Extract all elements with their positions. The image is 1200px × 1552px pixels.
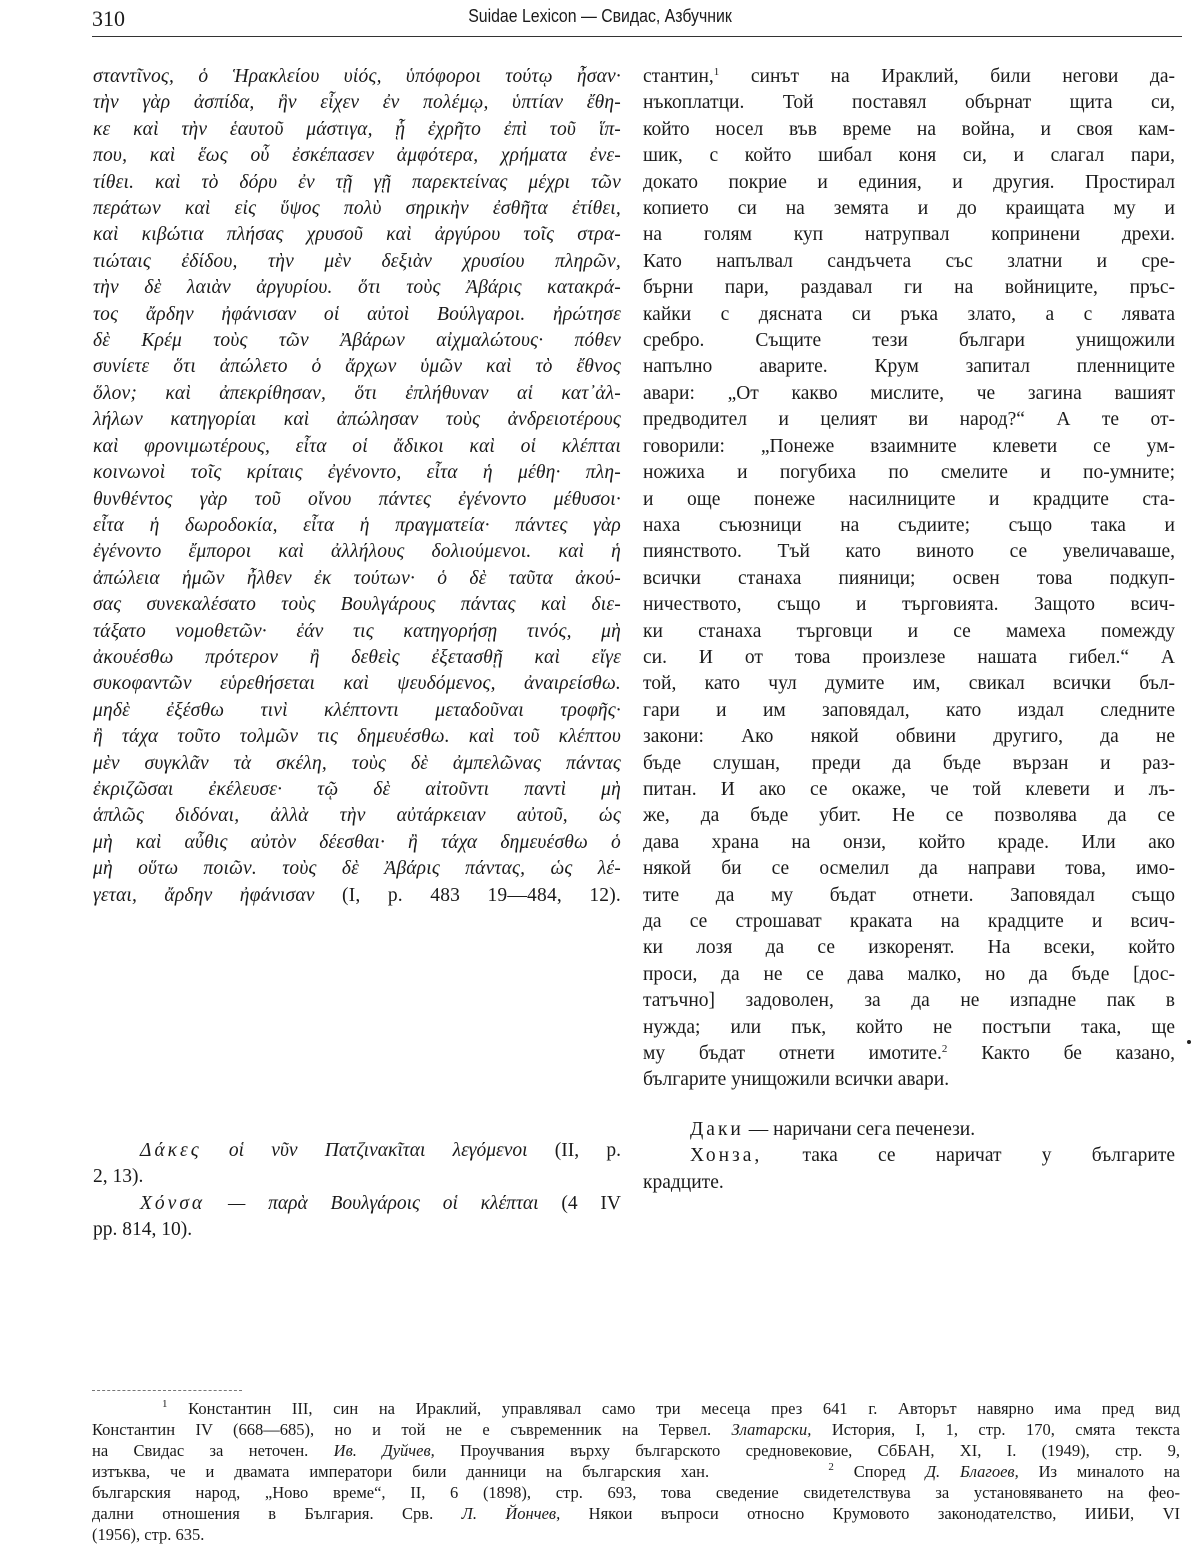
bg-text: така се наричат у българите [762,1145,1175,1167]
bg-line: ки лозя да се изкоренят. На всеки, който [643,937,1175,959]
bg-line [643,1041,1175,1067]
entry-honza-bg [643,1143,1175,1169]
footnote-text: Проучвания върху българското средновековие, СбБАН, XI, I. (1949), стр. 9, [434,1441,1180,1460]
header-rule [92,36,1182,37]
cited-author: Златарски, [731,1420,812,1439]
greek-text-column [93,64,621,909]
footnote-text: Из миналото на [1018,1462,1181,1481]
bg-line: всички станаха пияници; освен това подкуп- [643,567,1175,589]
footnote-separator [92,1390,242,1391]
footnote-ref-2[interactable]: 2 [941,1043,948,1056]
bg-text: му бъдат отнети имотите. [643,1043,942,1065]
footnote-ref-1[interactable]: 1 [713,66,720,78]
greek-line: ἀκουέσθω πρότερον ἢ δεθεὶς ἐξετασθῇ καὶ εἴγε [93,646,621,668]
stray-print-mark [1187,1040,1191,1044]
bg-line: който носел във време на война, и своя кам- [643,118,1175,140]
greek-line: συνίετε ὅτι ἀπώλετο ὁ ἄρχων ὑμῶν καὶ τὸ ἔθνος [93,356,621,378]
page-number: 310 [92,6,125,31]
greek-line: καὶ φρονιμωτέρους, εἶτα οἱ ἄδικοι καὶ οἱ κλέπται [93,435,621,457]
bg-line: някой би се осмелил да направи това, имо- [643,858,1175,880]
bg-line: да се строшават краката на крадците и всич- [643,911,1175,932]
bg-line: Като напълвал сандъчета със златни и сре- [643,250,1175,272]
source-reference: (I, p. 483 19—484, 12). [314,884,622,906]
greek-text: οἱ νῦν Πατζινακῖται λεγόμενοι [201,1140,528,1161]
greek-line: μὲν συγκλᾶν τὰ σκέλη, τοὺς δὲ ἀμπελῶνας πάντας [93,752,621,774]
footnote-1-line [92,1419,1180,1440]
greek-line: τὴν γὰρ ἀσπίδα, ἣν εἶχεν ἐν πολέμῳ, ὑπτίαν ἔθη- [93,92,621,114]
bg-line: сребро. Същите тези българи унищожили [643,330,1175,352]
greek-line: περάτων καὶ εἰς ὕψος πολὺ σηρικὴν ἐσθῆτα ἐτίθει, [93,198,621,220]
bg-text: Както бе казано, [947,1043,1175,1065]
greek-line: λήλων κατηγορίαι καὶ ἀπώλησαν τοὺς ἀνδρειοτέρους [93,409,621,431]
greek-line: καὶ κιβώτια πλήσας χρυσοῦ καὶ ἀργύρου τοῖς στρα- [93,224,621,246]
bg-line: татъчно] задоволен, за да не изпадне пак в [643,990,1175,1012]
greek-line-last [93,883,621,909]
greek-line: σας συνεκαλέσατο τοὺς Βουλγάρους πάντας καὶ διε- [93,594,621,616]
bg-line: нъкоплатци. Той поставял обърнат щита си, [643,92,1175,114]
footnote-text: изтъква, че и двамата императори били данници на българския хан. [92,1462,710,1481]
greek-text: γεται, ἄρδην ἠφάνισαν [93,884,315,906]
footnote-text: на Свидас за неточен. [92,1441,334,1460]
bg-line: нужда; или пък, който не постъпи така, ще [643,1016,1175,1038]
greek-line: που, καὶ ἕως οὗ ἐσκέπασεν ἀμφότερα, χρήματα ἐνε- [93,145,621,167]
footnote-1-2-line [92,1461,1180,1482]
bg-line: ки станаха търговци и се мамеха помежду [643,620,1175,642]
bg-line: си. И от това произлезе нашата гибел.“ А [643,646,1175,668]
footnote-number: 2 [828,1461,834,1473]
bg-line: и още понеже насилниците и крадците ста- [643,488,1175,510]
bg-line: питан. И ако се окаже, че той клевети и лъ- [643,778,1175,800]
greek-line: τιώταις ἐδίδου, τὴν μὲν δεξιὰν χρυσίου πληρῶν, [93,250,621,272]
bg-line: шик, с който шибал коня си, и слагал пари, [643,145,1175,167]
bg-line: тите да му бъдат отнети. Заповядал също [643,884,1175,906]
greek-line: δὲ Κρέμ τοὺς τῶν Ἀβάρων αἰχμαλώτους· πόθεν [93,330,621,352]
bg-line: бъде слушан, преди да бъде вързан и раз- [643,752,1175,774]
greek-line: μηδὲ ἐξέσθω τινὶ κλέπτοντι μεταδοῦναι τροφῆς· [93,699,621,721]
bg-text: синът на Ираклий, били негови да- [719,66,1175,87]
footnote-text: Някои въпроси относно Крумовото законодателство, ИИБИ, VI [560,1504,1180,1523]
source-reference: (4 IV [538,1192,621,1214]
bg-line: ножиха и погубиха по смелите и по-умните; [643,462,1175,484]
bulgarian-entries [643,1117,1175,1196]
footnote-text: дални отношения в България. Срв. [92,1504,462,1523]
bg-line: авари: „От какво мислите, че загина вашият [643,382,1175,404]
bg-line: же, да бъде убит. Не се позволява да се [643,805,1175,827]
source-reference: (II, p. [527,1140,621,1161]
bg-line: бърни пари, раздавал ги на войниците, пръс- [643,277,1175,299]
footnote-number: 1 [162,1398,168,1410]
bg-line: предводител и целият ви народ?“ А те от- [643,409,1175,431]
entry-chonsa-greek [93,1191,621,1217]
bg-line: напълно аварите. Крум запитал пленниците [643,356,1175,378]
greek-line: τάξατο νομοθετῶν· ἐάν τις κατηγορήσῃ τινός, μὴ [93,620,621,642]
footnotes [92,1398,1180,1545]
bulgarian-text-column [643,64,1175,1094]
bg-line: той, като чул думите им, свикал всички бъл- [643,673,1175,695]
entry-chonsa-ref: pp. 814, 10). [93,1219,193,1241]
headword: Хонза, [690,1145,763,1167]
greek-line: κε καὶ τὴν ἑαυτοῦ μάστιγα, ᾗ ἐχρῆτο ἐπὶ τοῦ ἵπ- [93,118,621,140]
bg-line: говорили: „Понеже взаимните клевети се ум- [643,435,1175,457]
greek-line: μὴ καὶ αὖθις αὐτὸν δέεσθαι· ἢ τάχα δημευέσθω ὁ [93,831,621,853]
footnote-2-line [92,1503,1180,1524]
footnote-text: История, I, 1, стр. 170, смята текста [811,1420,1180,1439]
greek-line: σταντῖνος, ὁ Ἡρακλείου υἱός, ὑπόφοροι τούτῳ ἦσαν· [93,66,621,87]
greek-line: ἁπλῶς διδόναι, ἀλλὰ τὴν αὐτάρκειαν αὐτοῦ, ὡς [93,805,621,827]
bg-text: — наричани сега печенези. [743,1119,976,1140]
headword: Δάκες [140,1140,202,1161]
bg-line: проси, да не се дава малко, но да бъде [дос- [643,963,1175,985]
bg-line: закони: Ако някой обвини другиго, да не [643,726,1175,748]
headword: Даки [690,1119,744,1140]
headword: Χόνσα [140,1192,206,1214]
bg-line: дава храна на онзи, който краде. Или ако [643,831,1175,853]
footnote-text: Константин IV (668—685), но и той не е съвременник на Тервел. [92,1420,732,1439]
footnote-2-line: българския народ, „Ново време“, II, 6 (1898), стр. 693, това сведение свидетелствува за установяването на фео- [92,1483,1180,1502]
greek-line: ἢ τάχα τοῦτο τολμῶν τις δημευέσθω. καὶ τοῦ κλέπτου [93,726,621,748]
greek-line: ἐκριζῶσαι ἐκέλευσε· τῷ δὲ αἰτοῦντι παντὶ μὴ [93,778,621,800]
entry-honza-bg-cont: крадците. [643,1171,724,1193]
bg-text: стантин, [643,66,714,87]
greek-line: κοινωνοὶ τοῖς κρίταις ἐγένοντο, εἶτα ἡ μέθη· πλη- [93,462,621,484]
greek-line: θυνθέντος γὰρ τοῦ οἴνου πάντες ἐγένοντο μέθυσοι· [93,488,621,510]
greek-line: ὅλον; καὶ ἀπεκρίθησαν, ὅτι ἐπλήθυναν αἱ κατ᾽ἀλ- [93,382,621,404]
greek-line: τος ἄρδην ἠφάνισαν οἱ αὐτοὶ Βούλγαροι. ἠρώτησε [93,303,621,325]
bg-line: гари и им заповядал, като издал следните [643,699,1175,721]
bg-line [643,64,1175,90]
greek-line: τίθει. καὶ τὸ δόρυ ἐν τῇ γῇ παρεκτείνας μέχρι τῶν [93,171,621,193]
greek-line: μὴ οὕτω ποιῶν. τοὺς δὲ Ἀβάρις πάντας, ὡς λέ- [93,858,621,880]
bg-line: кайки с дясната си ръка злато, а с лявата [643,303,1175,325]
bg-line: българите унищожили всички авари. [643,1069,950,1091]
footnote-1-line [92,1398,1180,1419]
greek-line: ἀπώλεια ἡμῶν ἦλθεν ἐκ τούτων· ὁ δὲ ταῦτα ἀκού- [93,567,621,589]
greek-line: συκοφαντῶν εὑρεθήσεται καὶ ψευδόμενος, ἀναιρείσθω. [93,673,621,695]
cited-author: Ив. Дуйчев, [333,1441,435,1460]
cited-author: Л. Йончев, [461,1504,561,1523]
greek-line: τὴν δὲ λαιὰν ἀργυρίου. ὅτι τοὺς Ἀβάρις κατακρά- [93,277,621,299]
greek-line: εἶτα ἡ δωροδοκία, εἶτα ἡ πραγματεία· πάντες γὰρ [93,514,621,536]
entry-dakes-ref: 2, 13). [93,1166,144,1188]
footnote-text: Константин III, син на Ираклий, управлявал само три месеца през 641 г. Авторът навярно има пред вид [167,1399,1180,1418]
entry-daki-bg [643,1117,1175,1143]
bg-line: наха съюзници на съдиите; също така и [643,514,1175,536]
bg-line: копието си на земята и до краищата му и [643,198,1175,220]
footnote-1-line [92,1440,1180,1461]
bg-line: пиянството. Тъй като виното се увеличаваше, [643,541,1175,563]
bg-line: докато покрие и единия, и другия. Простирал [643,171,1175,193]
footnote-2-line: (1956), стр. 635. [92,1525,205,1544]
greek-entries [93,1138,621,1244]
bg-line: ничеството, също и търговията. Защото всич- [643,594,1175,616]
running-title: Suidae Lexicon — Свидас, Азбучник [468,6,732,26]
greek-line: ἐγένοντο ἔμποροι καὶ ἀλλήλους δολιούμενοι. καὶ ἡ [93,541,621,563]
footnote-text: Според [833,1462,926,1481]
cited-author: Д. Благоев, [925,1462,1019,1481]
greek-text: — παρὰ Βουλγάροις οἱ κλέπται [205,1192,539,1214]
entry-dakes-greek [93,1138,621,1164]
bg-line: на голям куп натрупвал копринени дрехи. [643,224,1175,246]
